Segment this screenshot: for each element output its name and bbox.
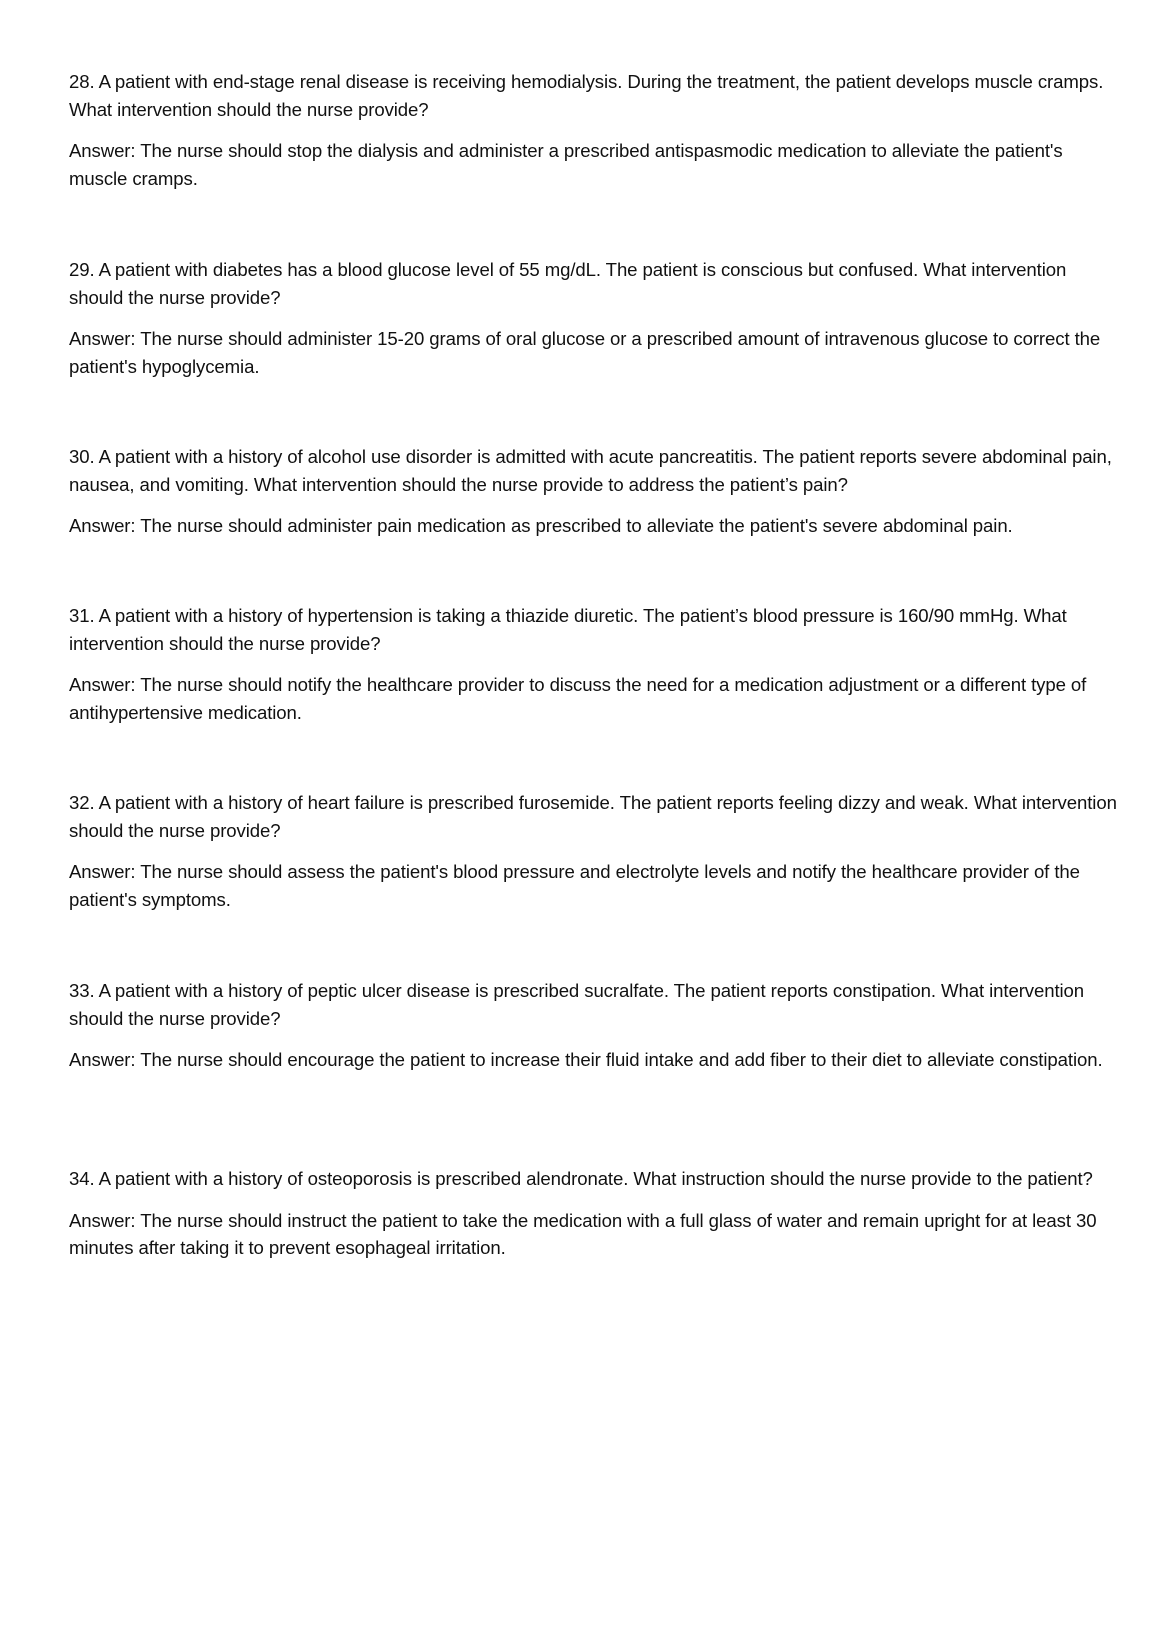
answer-32: Answer: The nurse should assess the patient's blood pressure and electrolyte levels and notify the healthcare provider of the patient's symptoms.: [69, 861, 1080, 910]
answer-33: Answer: The nurse should encourage the patient to increase their fluid intake and add fiber to their diet to alleviate constipation.: [69, 1049, 1103, 1070]
question-34: 34. A patient with a history of osteoporosis is prescribed alendronate. What instruction should the nurse provide to the patient?: [69, 1168, 1093, 1189]
qa-item-34: [69, 1165, 1119, 1262]
question-29: 29. A patient with diabetes has a blood glucose level of 55 mg/dL. The patient is conscious but confused. What intervention should the nurse provide?: [69, 259, 1067, 308]
answer-34: Answer: The nurse should instruct the patient to take the medication with a full glass of water and remain upright for at least 30 minutes after taking it to prevent esophageal irritation.: [69, 1209, 1097, 1258]
question-31: 31. A patient with a history of hypertension is taking a thiazide diuretic. The patient’s blood pressure is 160/90 mmHg. What intervention should the nurse provide?: [69, 605, 1067, 654]
qa-item-29: [69, 256, 1119, 380]
answer-30: Answer: The nurse should administer pain medication as prescribed to alleviate the patient's severe abdominal pain.: [69, 515, 1013, 536]
question-32: 32. A patient with a history of heart failure is prescribed furosemide. The patient reports feeling dizzy and weak. What intervention should the nurse provide?: [69, 792, 1117, 841]
answer-31: Answer: The nurse should notify the healthcare provider to discuss the need for a medication adjustment or a different type of antihypertensive medication.: [69, 674, 1087, 723]
question-33: 33. A patient with a history of peptic ulcer disease is prescribed sucralfate. The patient reports constipation. What intervention should the nurse provide?: [69, 980, 1085, 1029]
qa-item-30: [69, 443, 1119, 540]
question-28: 28. A patient with end-stage renal disease is receiving hemodialysis. During the treatment, the patient develops muscle cramps. What intervention should the nurse provide?: [69, 71, 1104, 120]
qa-item-28: [69, 68, 1119, 192]
answer-29: Answer: The nurse should administer 15-20 grams of oral glucose or a prescribed amount of intravenous glucose to correct the patient's hypoglycemia.: [69, 328, 1101, 377]
qa-item-31: [69, 602, 1119, 726]
qa-item-33: [69, 977, 1119, 1074]
question-30: 30. A patient with a history of alcohol use disorder is admitted with acute pancreatitis. The patient reports severe abdominal pain, nausea, and vomiting. What intervention should the nurse provide to address the patient’s pain?: [69, 446, 1112, 495]
qa-item-32: [69, 789, 1119, 913]
answer-28: Answer: The nurse should stop the dialysis and administer a prescribed antispasmodic medication to alleviate the patient's muscle cramps.: [69, 140, 1063, 189]
